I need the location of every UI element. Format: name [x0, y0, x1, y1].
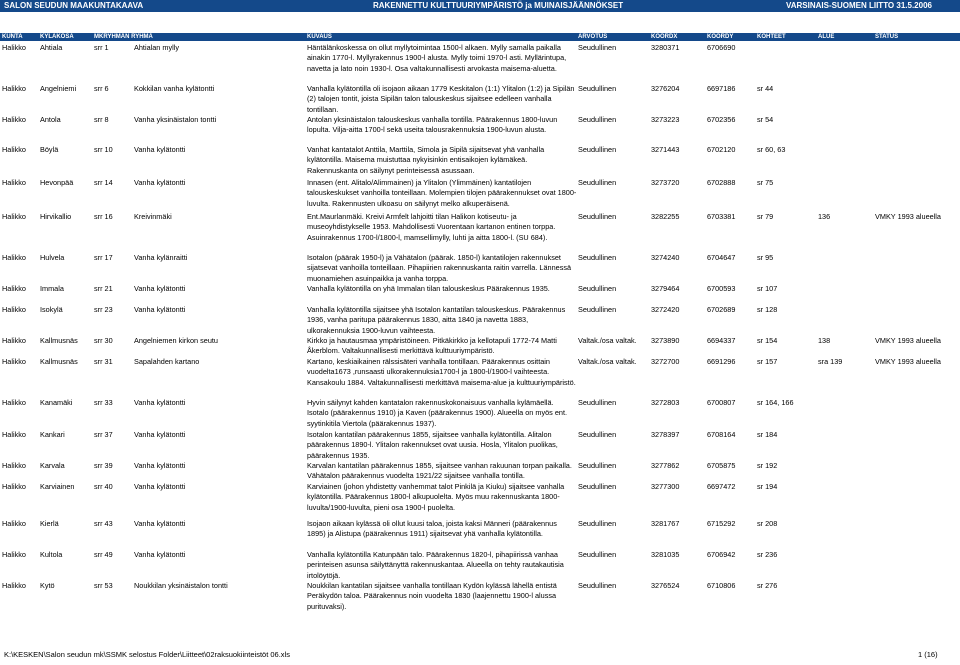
- koordy-cell: 6703381: [707, 212, 736, 221]
- kunta-cell: Halikko: [2, 336, 26, 345]
- koordy-cell: 6706690: [707, 43, 736, 52]
- ryhma-nro-cell: srr 43: [94, 519, 113, 528]
- kuvaus-cell: Innasen (ent. Alitalo/Alimmainen) ja Ylitalon (Ylimmäinen) kantatilojen talouskeskukset vanhoilla tonteillaan. Molempien tilojen päärakennukset ovat 1800-luvulta. Rakennusten ulkoasu on säilynyt melko alkuperäisenä.: [307, 178, 577, 208]
- ryhma-nro-cell: srr 23: [94, 305, 113, 314]
- arvotus-cell: Valtak./osa valtak.: [578, 357, 637, 366]
- koordx-cell: 3279464: [651, 284, 680, 293]
- ryhma-nro-cell: srr 6: [94, 84, 109, 93]
- koordy-cell: 6702689: [707, 305, 736, 314]
- kohteet-cell: sr 75: [757, 178, 774, 187]
- koordx-cell: 3281767: [651, 519, 680, 528]
- document-header-bar: [0, 0, 960, 12]
- kylakosa-cell: Kallmusnäs: [40, 336, 78, 345]
- kohteet-cell: sr 44: [757, 84, 774, 93]
- kohteet-cell: sr 157: [757, 357, 778, 366]
- kuvaus-cell: Noukkilan kantatilan sijaitsee vanhalla tontillaan Kydön kylässä lähellä entistä Peräkydön taloa. Päärakennus noin vuodelta 1830 (laajennettu 1900-l alussa purituvaksi).: [307, 581, 557, 611]
- col-koordy: KOORDY: [707, 34, 734, 40]
- kylakosa-cell: Kanamäki: [40, 398, 73, 407]
- ryhma-nimi-cell: Vanha kylätontti: [134, 461, 186, 470]
- header-right-title: VARSINAIS-SUOMEN LIITTO 31.5.2006: [786, 1, 932, 10]
- arvotus-cell: Seudullinen: [578, 550, 617, 559]
- ryhma-nimi-cell: Vanha kylätontti: [134, 145, 186, 154]
- ryhma-nro-cell: srr 30: [94, 336, 113, 345]
- koordy-cell: 6705875: [707, 461, 736, 470]
- ryhma-nro-cell: srr 10: [94, 145, 113, 154]
- kunta-cell: Halikko: [2, 84, 26, 93]
- kohteet-cell: sr 154: [757, 336, 778, 345]
- kuvaus-cell: Vanhat kantatalot Anttila, Marttila, Simola ja Sipilä sijaitsevat yhä vanhalla kylätontilla. Maisema muistuttaa nykyisinkin entisaikojen kylämäkeä. Rakennuskanta on säilynyt perinteisessä asussaan.: [307, 145, 545, 175]
- kylakosa-cell: Kultola: [40, 550, 63, 559]
- kylakosa-cell: Isokylä: [40, 305, 63, 314]
- kunta-cell: Halikko: [2, 145, 26, 154]
- kohteet-cell: sr 184: [757, 430, 778, 439]
- alue-cell: 138: [818, 336, 831, 345]
- kunta-cell: Halikko: [2, 212, 26, 221]
- koordx-cell: 3273890: [651, 336, 680, 345]
- koordx-cell: 3276524: [651, 581, 680, 590]
- koordy-cell: 6694337: [707, 336, 736, 345]
- kuvaus-cell: Vanhalla kylätontilla sijaitsee yhä Isotalon kantatilan talouskeskus. Päärakennus 1936, vanha paritupa päärakennus 1830, aitta 1840 ja navetta 1883, ulkorakennuksia 1900-luvun vaihteesta.: [307, 305, 566, 335]
- kohteet-cell: sr 54: [757, 115, 774, 124]
- status-cell: VMKY 1993 alueella: [875, 336, 941, 345]
- ryhma-nimi-cell: Noukkilan yksinäistalon tontti: [134, 581, 228, 590]
- ryhma-nro-cell: srr 53: [94, 581, 113, 590]
- footer-file-path: K:\KESKEN\Salon seudun mk\SSMK selostus Folder\Liitteet\02raksuokiinteistöt 06.xls: [4, 650, 290, 659]
- header-left-title: SALON SEUDUN MAAKUNTAKAAVA: [4, 1, 144, 10]
- kuvaus-cell: Ent.Maurlanmäki. Kreivi Armfelt lahjoitti tilan Halikon kotiseutu- ja museoyhdistykselle 1953. Mahdollisesti Vuorentaan kartanon entinen torppa. Asuinrakennus 1700-l/1800-l, mamsellimylly, luhti ja aitta 1800-l. (SU 684).: [307, 212, 556, 242]
- footer-page-number: 1 (16): [918, 650, 938, 659]
- arvotus-cell: Seudullinen: [578, 145, 617, 154]
- ryhma-nro-cell: srr 1: [94, 43, 109, 52]
- col-status: STATUS: [875, 34, 899, 40]
- koordy-cell: 6715292: [707, 519, 736, 528]
- kohteet-cell: sr 107: [757, 284, 778, 293]
- column-header-row: [0, 33, 960, 41]
- kuvaus-cell: Isojaon aikaan kylässä oli ollut kuusi taloa, joista kaksi Männeri (päärakennus 1895) ja Alistupa (päärakennus 1911) sijaitsevat yhä vanhalla kylätontilla.: [307, 519, 557, 539]
- koordx-cell: 3272420: [651, 305, 680, 314]
- kuvaus-cell: Vanhalla kylätontilla Katunpään talo. Päärakennus 1820-l, pihapiirissä vanhaa perinteisen asunsa säilyttänyttä rakennuskantaa. Alueella on tehty rautakautisia irtolöytöjä.: [307, 550, 564, 580]
- koordy-cell: 6700807: [707, 398, 736, 407]
- ryhma-nro-cell: srr 40: [94, 482, 113, 491]
- kuvaus-cell: Isotalon kantatilan päärakennus 1855, sijaitsee vanhalla kylätontilla. Alitalon päärakennus 1890-l. Ylitalon rakennukset ovat uusia. Hosla, Ylitalon puolikas, päärakennus 1935.: [307, 430, 558, 460]
- kunta-cell: Halikko: [2, 178, 26, 187]
- koordy-cell: 6702356: [707, 115, 736, 124]
- col-kohteet: KOHTEET: [757, 34, 786, 40]
- status-cell: VMKY 1993 alueella: [875, 357, 941, 366]
- ryhma-nimi-cell: Vanha kylätontti: [134, 284, 186, 293]
- koordy-cell: 6691296: [707, 357, 736, 366]
- arvotus-cell: Seudullinen: [578, 212, 617, 221]
- kunta-cell: Halikko: [2, 430, 26, 439]
- ryhma-nimi-cell: Vanha kylätontti: [134, 305, 186, 314]
- kunta-cell: Halikko: [2, 581, 26, 590]
- arvotus-cell: Seudullinen: [578, 178, 617, 187]
- kylakosa-cell: Immala: [40, 284, 64, 293]
- ryhma-nimi-cell: Ahtialan mylly: [134, 43, 180, 52]
- col-koordx: KOORDX: [651, 34, 678, 40]
- kohteet-cell: sr 236: [757, 550, 778, 559]
- ryhma-nimi-cell: Vanha kylätontti: [134, 178, 186, 187]
- kylakosa-cell: Kankari: [40, 430, 65, 439]
- kuvaus-cell: Isotalon (päärak 1950-l) ja Vähätalon (päärak. 1850-l) kantatilojen rakennukset sijatsevat vanhoilla tonteillaan. Pihapiirien rakennuskanta raitin varrella. Lännessä muonamiehen asuinpaikka ja vanha torppa.: [307, 253, 572, 283]
- ryhma-nro-cell: srr 37: [94, 430, 113, 439]
- col-arvotus: ARVOTUS: [578, 34, 608, 40]
- kylakosa-cell: Hirvikallio: [40, 212, 72, 221]
- ryhma-nro-cell: srr 16: [94, 212, 113, 221]
- kohteet-cell: sr 95: [757, 253, 774, 262]
- kuvaus-cell: Kirkko ja hautausmaa ympäristöineen. Pitkäkirkko ja kellotapuli 1772-74 Matti Åkerblom. Valtakunnallisesti merkittävä kulttuuriympäristö.: [307, 336, 557, 356]
- alue-cell: sra 139: [818, 357, 843, 366]
- koordx-cell: 3272803: [651, 398, 680, 407]
- col-alue: ALUE: [818, 34, 835, 40]
- ryhma-nimi-cell: Vanha kylänraitti: [134, 253, 188, 262]
- arvotus-cell: Seudullinen: [578, 284, 617, 293]
- kohteet-cell: sr 128: [757, 305, 778, 314]
- koordx-cell: 3277862: [651, 461, 680, 470]
- ryhma-nimi-cell: Kokkilan vanha kylätontti: [134, 84, 215, 93]
- arvotus-cell: Seudullinen: [578, 430, 617, 439]
- ryhma-nro-cell: srr 21: [94, 284, 113, 293]
- kohteet-cell: sr 164, 166: [757, 398, 794, 407]
- arvotus-cell: Seudullinen: [578, 461, 617, 470]
- koordy-cell: 6706942: [707, 550, 736, 559]
- ryhma-nimi-cell: Sapalahden kartano: [134, 357, 200, 366]
- kylakosa-cell: Angelniemi: [40, 84, 77, 93]
- ryhma-nimi-cell: Vanha kylätontti: [134, 430, 186, 439]
- arvotus-cell: Seudullinen: [578, 305, 617, 314]
- ryhma-nimi-cell: Vanha kylätontti: [134, 550, 186, 559]
- koordy-cell: 6702888: [707, 178, 736, 187]
- kunta-cell: Halikko: [2, 357, 26, 366]
- kylakosa-cell: Ahtiala: [40, 43, 63, 52]
- col-kuvaus: KUVAUS: [307, 34, 332, 40]
- kuvaus-cell: Hyvin säilynyt kahden kantatalon rakennuskokonaisuus vanhalla kylämäellä. Isotalo (päärakennus 1910) ja Kaven (päärakennus 1900). Alueella on myös ent. syytinkitila Viertola (päärakennus 1937).: [307, 398, 568, 428]
- kylakosa-cell: Kierlä: [40, 519, 59, 528]
- kylakosa-cell: Karvala: [40, 461, 65, 470]
- kuvaus-cell: Vanhalla kylätontilla oli isojaon aikaan 1779 Keskitalon (1:1) Ylitalon (1:2) ja Sipilän (2) talojen tontit, joista Sipilän talon talouskeskus sijaitsee edelleen vanhalla tontillaan.: [307, 84, 575, 114]
- koordx-cell: 3273223: [651, 115, 680, 124]
- koordx-cell: 3274240: [651, 253, 680, 262]
- alue-cell: 136: [818, 212, 831, 221]
- ryhma-nro-cell: srr 31: [94, 357, 113, 366]
- kunta-cell: Halikko: [2, 519, 26, 528]
- arvotus-cell: Seudullinen: [578, 482, 617, 491]
- koordy-cell: 6697186: [707, 84, 736, 93]
- koordx-cell: 3272700: [651, 357, 680, 366]
- koordx-cell: 3280371: [651, 43, 680, 52]
- col-kunta: KUNTA: [2, 34, 23, 40]
- kohteet-cell: sr 60, 63: [757, 145, 786, 154]
- col-mkryhma: MKRYHMÄN RYHMÄ: [94, 34, 153, 40]
- ryhma-nimi-cell: Vanha kylätontti: [134, 519, 186, 528]
- kuvaus-cell: Karviainen (johon yhdistetty vanhemmat talot Pinkilä ja Kiuku) sijaitsee vanhalla kylätontilla. Päärakennus 1800-l alkupuolelta. Myös muu rakennuskanta 1800-luvulta/1900-luvulta, pieni osa 1900-l puolelta.: [307, 482, 565, 512]
- ryhma-nro-cell: srr 8: [94, 115, 109, 124]
- col-kylakosa: KYLAKOSA: [40, 34, 74, 40]
- kunta-cell: Halikko: [2, 398, 26, 407]
- kylakosa-cell: Hulvela: [40, 253, 65, 262]
- koordy-cell: 6702120: [707, 145, 736, 154]
- kunta-cell: Halikko: [2, 461, 26, 470]
- kunta-cell: Halikko: [2, 482, 26, 491]
- koordx-cell: 3282255: [651, 212, 680, 221]
- arvotus-cell: Seudullinen: [578, 115, 617, 124]
- kunta-cell: Halikko: [2, 115, 26, 124]
- arvotus-cell: Seudullinen: [578, 581, 617, 590]
- kuvaus-cell: Vanhalla kylätontilla on yhä Immalan tilan talouskeskus Päärakennus 1935.: [307, 284, 550, 293]
- arvotus-cell: Seudullinen: [578, 43, 617, 52]
- koordy-cell: 6708164: [707, 430, 736, 439]
- arvotus-cell: Seudullinen: [578, 253, 617, 262]
- kohteet-cell: sr 192: [757, 461, 778, 470]
- kylakosa-cell: Karviainen: [40, 482, 75, 491]
- koordy-cell: 6704647: [707, 253, 736, 262]
- kuvaus-cell: Häntälänkoskessa on ollut myllytoimintaa 1500-l alkaen. Mylly samalla paikalla ainakin 1770-l. Myllyrakennus 1900-l alusta. Mylly toimi 1970-l asti. Myllärintupa, navetta ja lato noin 1930-l. Osa valtakunnallisesti arvokasta maisema-aluetta.: [307, 43, 567, 73]
- kylakosa-cell: Böylä: [40, 145, 59, 154]
- arvotus-cell: Seudullinen: [578, 519, 617, 528]
- kohteet-cell: sr 194: [757, 482, 778, 491]
- koordx-cell: 3278397: [651, 430, 680, 439]
- kohteet-cell: sr 276: [757, 581, 778, 590]
- kylakosa-cell: Antola: [40, 115, 61, 124]
- kunta-cell: Halikko: [2, 550, 26, 559]
- koordx-cell: 3277300: [651, 482, 680, 491]
- kunta-cell: Halikko: [2, 253, 26, 262]
- ryhma-nro-cell: srr 33: [94, 398, 113, 407]
- ryhma-nimi-cell: Vanha yksinäistalon tontti: [134, 115, 217, 124]
- kuvaus-cell: Karvalan kantatilan päärakennus 1855, sijaitsee vanhan rakuunan torpan paikalla. Vähätalon päärakennus vuodelta 1921/22 sijaitsee vanhalla tontilla.: [307, 461, 572, 481]
- kunta-cell: Halikko: [2, 284, 26, 293]
- kunta-cell: Halikko: [2, 43, 26, 52]
- ryhma-nimi-cell: Vanha kylätontti: [134, 398, 186, 407]
- kuvaus-cell: Antolan yksinäistalon talouskeskus vanhalla tontilla. Päärakennus 1800-luvun lopulta. Vilja-aitta 1700-l sekä useita talousrakennuksia 1900-luvun alusta.: [307, 115, 558, 135]
- ryhma-nimi-cell: Kreivinmäki: [134, 212, 172, 221]
- kunta-cell: Halikko: [2, 305, 26, 314]
- kohteet-cell: sr 79: [757, 212, 774, 221]
- status-cell: VMKY 1993 alueella: [875, 212, 941, 221]
- ryhma-nro-cell: srr 14: [94, 178, 113, 187]
- koordy-cell: 6700593: [707, 284, 736, 293]
- header-center-title: RAKENNETTU KULTTUURIYMPÄRISTÖ ja MUINAISJÄÄNNÖKSET: [373, 1, 624, 10]
- koordx-cell: 3276204: [651, 84, 680, 93]
- arvotus-cell: Seudullinen: [578, 398, 617, 407]
- koordy-cell: 6710806: [707, 581, 736, 590]
- ryhma-nimi-cell: Angelniemen kirkon seutu: [134, 336, 218, 345]
- kylakosa-cell: Hevonpää: [40, 178, 74, 187]
- arvotus-cell: Seudullinen: [578, 84, 617, 93]
- ryhma-nro-cell: srr 17: [94, 253, 113, 262]
- kuvaus-cell: Kartano, keskiaikainen rälssisäteri vanhalla tontillaan. Päärakennus osittain vuodelta1673 ,runsaasti ulkorakennuksia1700-l ja 1800-l/1900-l vaihteesta. Kansakoulu 1884. Valtakunnallisesti merkittävä maisema-alue ja kulttuuriympäristö.: [307, 357, 576, 387]
- kylakosa-cell: Kytö: [40, 581, 55, 590]
- kohteet-cell: sr 208: [757, 519, 778, 528]
- koordy-cell: 6697472: [707, 482, 736, 491]
- koordx-cell: 3281035: [651, 550, 680, 559]
- koordx-cell: 3271443: [651, 145, 680, 154]
- kylakosa-cell: Kallmusnäs: [40, 357, 78, 366]
- ryhma-nro-cell: srr 49: [94, 550, 113, 559]
- ryhma-nro-cell: srr 39: [94, 461, 113, 470]
- arvotus-cell: Valtak./osa valtak.: [578, 336, 637, 345]
- ryhma-nimi-cell: Vanha kylätontti: [134, 482, 186, 491]
- koordx-cell: 3273720: [651, 178, 680, 187]
